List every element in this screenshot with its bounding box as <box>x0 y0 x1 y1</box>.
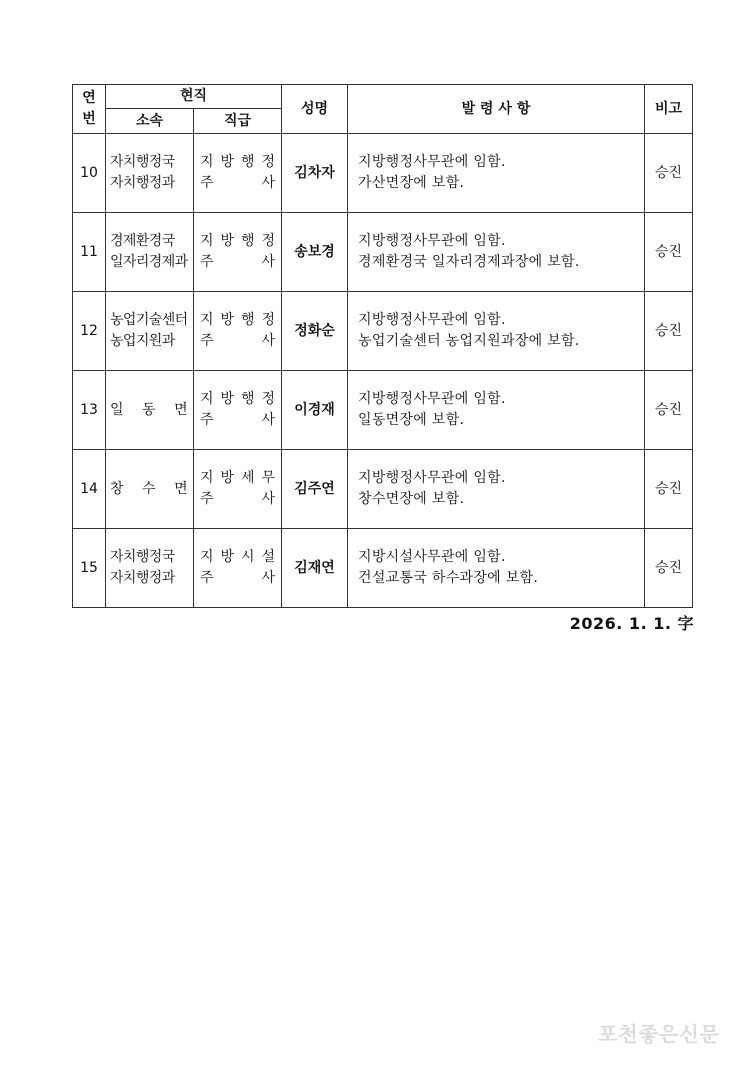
row-name: 송보경 <box>282 213 348 292</box>
row-order: 지방행정사무관에 임함. 창수면장에 보함. <box>348 450 645 529</box>
row-note: 승진 <box>645 292 693 371</box>
row-unit: 경제환경국 일자리경제과 <box>106 213 194 292</box>
row-note: 승진 <box>645 134 693 213</box>
row-number: 10 <box>73 134 106 213</box>
row-note: 승진 <box>645 450 693 529</box>
row-grade: 지 방 시 설 주 사 <box>194 529 282 608</box>
row-note: 승진 <box>645 371 693 450</box>
row-number: 13 <box>73 371 106 450</box>
row-name: 이경재 <box>282 371 348 450</box>
row-note: 승진 <box>645 213 693 292</box>
watermark-logo: 포천좋은신문 <box>598 1022 720 1046</box>
row-order: 지방행정사무관에 임함. 경제환경국 일자리경제과장에 보함. <box>348 213 645 292</box>
header-grade: 직급 <box>194 109 282 134</box>
table-row <box>73 292 693 371</box>
row-order: 지방행정사무관에 임함. 일동면장에 보함. <box>348 371 645 450</box>
row-grade: 지 방 행 정 주 사 <box>194 371 282 450</box>
header-name: 성명 <box>282 85 348 134</box>
header-unit: 소속 <box>106 109 194 134</box>
row-number: 14 <box>73 450 106 529</box>
row-number: 11 <box>73 213 106 292</box>
table-row <box>73 529 693 608</box>
row-note: 승진 <box>645 529 693 608</box>
row-grade: 지 방 세 무 주 사 <box>194 450 282 529</box>
row-unit: 농업기술센터 농업지원과 <box>106 292 194 371</box>
row-unit: 자치행정국 자치행정과 <box>106 134 194 213</box>
header-number: 연 번 <box>73 85 106 134</box>
row-grade: 지 방 행 정 주 사 <box>194 134 282 213</box>
row-name: 정화순 <box>282 292 348 371</box>
table-row <box>73 450 693 529</box>
table-row <box>73 213 693 292</box>
row-name: 김주연 <box>282 450 348 529</box>
row-unit: 자치행정국 자치행정과 <box>106 529 194 608</box>
issue-date: 2026. 1. 1. 字 <box>569 614 694 633</box>
table-row <box>73 134 693 213</box>
row-order: 지방행정사무관에 임함. 농업기술센터 농업지원과장에 보함. <box>348 292 645 371</box>
row-name: 김차자 <box>282 134 348 213</box>
row-number: 15 <box>73 529 106 608</box>
personnel-order-table <box>72 84 693 608</box>
row-name: 김재연 <box>282 529 348 608</box>
row-grade: 지 방 행 정 주 사 <box>194 292 282 371</box>
header-current-position: 현직 <box>106 85 282 109</box>
table-row <box>73 371 693 450</box>
row-unit: 일 동 면 <box>106 371 194 450</box>
header-order: 발 령 사 항 <box>348 85 645 134</box>
row-order: 지방행정사무관에 임함. 가산면장에 보함. <box>348 134 645 213</box>
row-grade: 지 방 행 정 주 사 <box>194 213 282 292</box>
row-order: 지방시설사무관에 임함. 건설교통국 하수과장에 보함. <box>348 529 645 608</box>
row-number: 12 <box>73 292 106 371</box>
header-note: 비고 <box>645 85 693 134</box>
row-unit: 창 수 면 <box>106 450 194 529</box>
